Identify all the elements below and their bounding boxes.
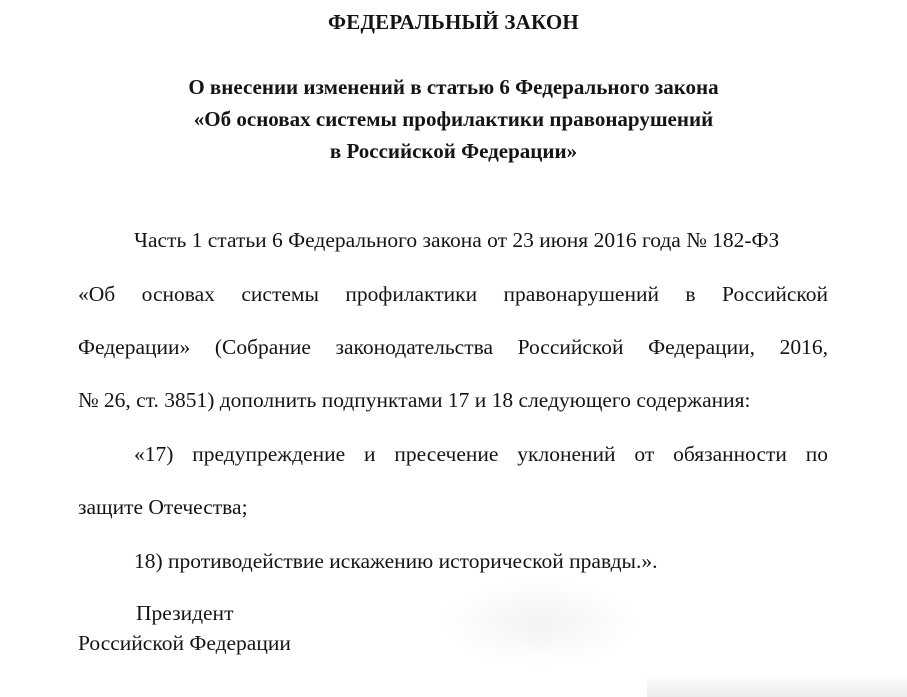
body-line-3-wrap xyxy=(78,333,828,361)
document-title: ФЕДЕРАЛЬНЫЙ ЗАКОН xyxy=(328,10,579,34)
signature-position: Президент xyxy=(136,601,234,625)
body-line-6-wrap xyxy=(78,493,828,521)
body-line-5: «17) предупреждение и пресечение уклонений от обязанности по xyxy=(134,442,828,466)
signature-organization: Российской Федерации xyxy=(78,631,291,655)
subtitle-line-2: «Об основах системы профилактики правонарушений xyxy=(193,107,714,131)
body-line-7: 18) противодействие искажению исторической правды.». xyxy=(134,549,658,573)
blurred-seal-area xyxy=(440,578,640,668)
body-line-1: Часть 1 статьи 6 Федерального закона от 23 июня 2016 года № 182-ФЗ xyxy=(134,228,780,252)
body-line-5-wrap xyxy=(134,440,828,468)
body-line-2-wrap xyxy=(78,280,828,308)
body-line-1-wrap xyxy=(78,226,828,254)
body-line-4-wrap xyxy=(78,386,828,414)
body-line-4: № 26, ст. 3851) дополнить подпунктами 17 и 18 следующего содержания: xyxy=(78,388,751,412)
signature-block xyxy=(78,598,291,658)
document-subtitle xyxy=(0,71,907,167)
subtitle-line-3: в Российской Федерации» xyxy=(329,139,578,163)
subtitle-line-1: О внесении изменений в статью 6 Федерального закона xyxy=(188,75,719,99)
page-edge-shadow xyxy=(647,675,907,697)
body-line-6: защите Отечества; xyxy=(78,495,248,519)
body-line-7-wrap xyxy=(78,547,828,575)
body-line-3: Федерации» (Собрание законодательства Российской Федерации, 2016, xyxy=(78,335,828,359)
body-line-2: «Об основах системы профилактики правонарушений в Российской xyxy=(78,282,828,306)
